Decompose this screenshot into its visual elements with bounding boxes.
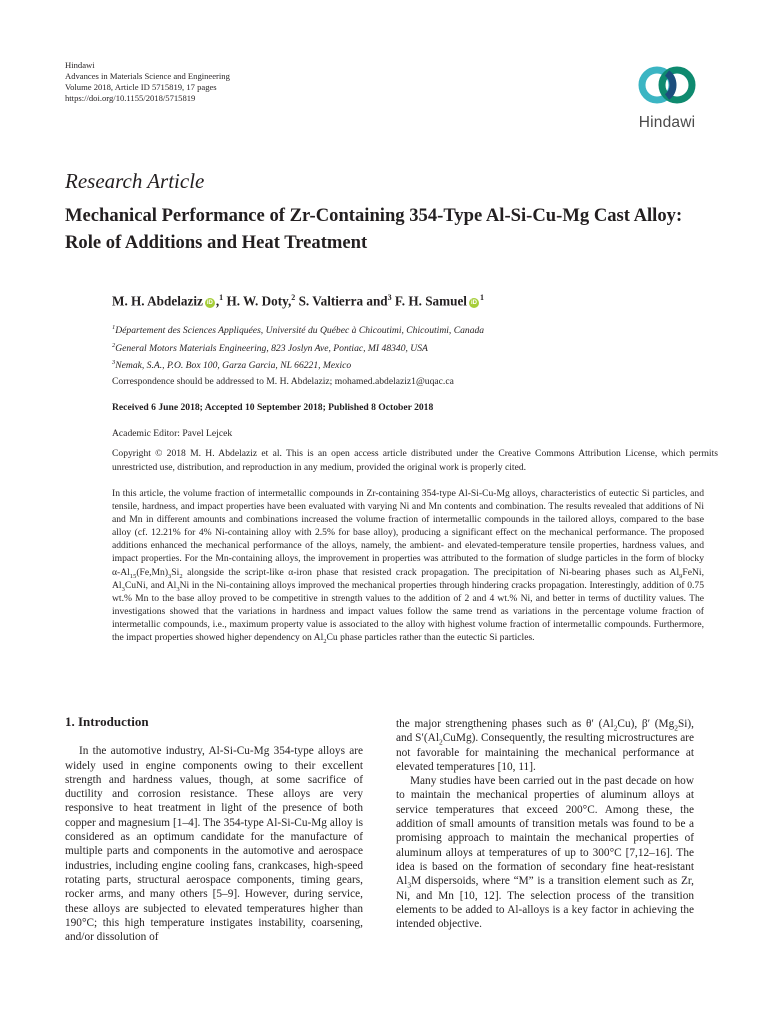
hindawi-logo [628,58,706,140]
affiliation-item: $^3$Nemak, S.A., P.O. Box 100, Garza Garcia, NL 66221, Mexico [112,359,352,372]
copyright-notice: Copyright © 2018 M. H. Abdelaziz et al. This is an open access article distributed under the Creative Commons Attribution License, which permits unrestricted use, distribution, and reproduction in any medium, provided the original work is properly cited. [112,448,718,473]
orcid-icon[interactable]: iD [470,300,477,307]
author-name[interactable]: M. H. Abdelaziz [112,293,203,309]
publisher-name: Hindawi [65,60,95,70]
body-paragraph: the major strengthening phases such as θ′ $(Al_2Cu)$, β′ $(Mg_2Si)$, and $S'(Al_2CuMg)$. Consequently, the resulting microstructures are not favorable for maintaining the mechanical performance at elevated temperatures [10, 11]. [396,718,694,773]
affiliation-ref: 3 [387,293,392,302]
body-paragraph: In the automotive industry, Al-Si-Cu-Mg 354-type alloys are widely used in engine components owing to their excellent strength and hardness values, though, at some sacrifice of ductility and corrosion resistance. These alloys are very responsive to heat treatment in light of the presence of both copper and magnesium [1–4]. The 354-type Al-Si-Cu-Mg alloy is considered as an optimum candidate for the manufacture of multiple parts and components in the automotive and aerospace industries, including engine cooling fans, crankcases, high-speed rotating parts, structural aerospace components, timing gears, rocker arms, and many others [5–9]. However, during service, these alloys are subjected to elevated temperatures higher than 190°C; this high temperature instigates instability, coarsening, and/or dissolution of [65,745,363,944]
correspondence: Correspondence should be addressed to M. H. Abdelaziz; mohamed.abdelaziz1@uqac.ca [112,376,454,387]
affiliation-ref: 2 [291,293,296,302]
affiliation-ref: 1 [479,293,484,302]
author-name[interactable]: F. H. Samuel [394,293,467,309]
publication-dates: Received 6 June 2018; Accepted 10 September 2018; Published 8 October 2018 [112,402,434,413]
hindawi-rings-icon [628,58,706,114]
publication-metadata [65,60,230,104]
body-column-right [396,717,694,931]
body-column-left [65,715,363,944]
affiliation-ref: 1 [219,293,224,302]
journal-name: Advances in Materials Science and Engineering [65,71,230,81]
affiliation-item: $^1$Département des Sciences Appliquées, Université du Québec à Chicoutimi, Chicoutimi, Canada [112,324,485,337]
article-type: Research Article [65,169,205,193]
doi-link[interactable]: https://doi.org/10.1155/2018/5715819 [65,93,196,103]
abstract: In this article, the volume fraction of intermetallic compounds in Zr-containing 354-type Al-Si-Cu-Mg alloys, characteristics of eutectic Si particles, and tensile, hardness, and impact properties have been evaluated with varying Ni and Mn contents and combination. The results revealed that additions of Ni and Mn in different amounts and combinations increased the volume fraction of intermetallic compounds in the tailored alloys, compared to the base alloy (cf. 12.21% for 4% Ni-containing alloy with 2.5% for base alloy), producing a significant effect on the mechanical performance. The proposed additions enhanced the mechanical performance of the alloys, namely, the ambient- and elevated-temperature tensile properties, hardness values, and impact properties. For the Mn-containing alloys, the improvement in properties was attributed to the formation of sludge particles in the form of blocky $\alpha-Al_{15}(Fe,Mn)_3Si_2$ alongside the script-like α-iron phase that resisted crack propagation. The precipitation of Ni-bearing phases such as $Al_9FeNi$, $Al_3CuNi$, and $Al_3Ni$ in the Ni-containing alloys improved the mechanical properties through hindering cracks propagation. Interestingly, addition of 0.75 wt.% Mn to the base alloy proved to be competitive in strength values to the addition of 2 and 4 wt.% Ni, and better in terms of ductility values. The investigations showed that the variations in hardness and impact values follow the same trend as variations in the percentage volume fraction of intermetallic compounds, i.e., maximum property value is associated to the alloy with highest volume fraction of intermetallic compounds. Furthermore, the impact properties showed higher dependency on $Al_2Cu$ phase particles rather than the eutectic Si particles. [112,488,705,645]
volume-info: Volume 2018, Article ID 5715819, 17 pages [65,82,217,92]
article-title: Mechanical Performance of Zr-Containing 354-Type Al-Si-Cu-Mg Cast Alloy: Role of Additions and Heat Treatment [65,205,683,253]
academic-editor: Academic Editor: Pavel Lejcek [112,428,233,439]
logo-wordmark: Hindawi [638,114,696,131]
body-paragraph: Many studies have been carried out in the past decade on how to maintain the mechanical properties of aluminum alloys at service temperatures that exceed 200°C. Among these, the addition of small amounts of transition metals was found to be a promising approach to maintain the mechanical properties of aluminum alloys at temperatures of up to 300°C [7,12–16]. The idea is based on the formation of secondary fine heat-resistant $Al_3M$ dispersoids, where “M” is a transition element such as Zr, Ni, and Mn [10, 12]. The selection process of the transition elements to be added to Al-alloys is a key factor in achieving the intended objective. [396,775,694,931]
author-list: M. H. Abdelaziz iD ,$^1$ H. W. Doty,$^2$ S. Valtierra and$^3$ F. H. Samuel $iD^1$ [112,293,484,309]
orcid-icon[interactable]: iD [206,300,213,307]
author-name[interactable]: H. W. Doty [226,293,288,309]
affiliations [112,321,712,374]
section-heading: 1. Introduction [65,714,149,729]
author-name[interactable]: S. Valtierra [298,293,364,309]
affiliation-item: $^2$General Motors Materials Engineering, 823 Joslyn Ave, Pontiac, MI 48340, USA [112,341,428,354]
